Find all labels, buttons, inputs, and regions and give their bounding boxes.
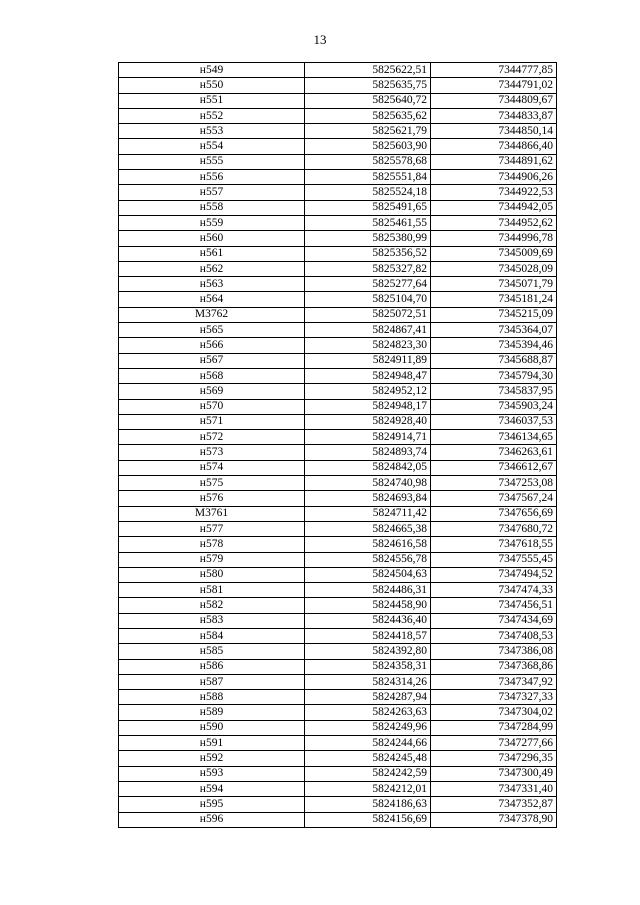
- y-coordinate-cell: 7346134,65: [431, 430, 557, 445]
- x-coordinate-cell: 5824418,57: [305, 628, 431, 643]
- x-coordinate-cell: 5824504,63: [305, 567, 431, 582]
- x-coordinate-cell: 5824556,78: [305, 552, 431, 567]
- table-row: [119, 797, 557, 812]
- x-coordinate-cell: 5824823,30: [305, 338, 431, 353]
- x-coordinate-cell: 5824893,74: [305, 445, 431, 460]
- point-id-cell: н576: [119, 491, 305, 506]
- y-coordinate-cell: 7344791,02: [431, 78, 557, 93]
- point-id-cell: н583: [119, 613, 305, 628]
- table-row: [119, 185, 557, 200]
- x-coordinate-cell: 5824740,98: [305, 476, 431, 491]
- y-coordinate-cell: 7347494,52: [431, 567, 557, 582]
- y-coordinate-cell: 7347368,86: [431, 659, 557, 674]
- table-row: [119, 139, 557, 154]
- x-coordinate-cell: 5824263,63: [305, 705, 431, 720]
- point-id-cell: н586: [119, 659, 305, 674]
- point-id-cell: н590: [119, 720, 305, 735]
- point-id-cell: н578: [119, 537, 305, 552]
- coordinates-table-body: [119, 63, 557, 828]
- y-coordinate-cell: 7344996,78: [431, 231, 557, 246]
- table-row: [119, 583, 557, 598]
- x-coordinate-cell: 5825622,51: [305, 63, 431, 78]
- table-row: [119, 705, 557, 720]
- point-id-cell: н554: [119, 139, 305, 154]
- coordinates-table: [118, 62, 557, 828]
- x-coordinate-cell: 5824665,38: [305, 521, 431, 536]
- x-coordinate-cell: 5824486,31: [305, 583, 431, 598]
- point-id-cell: н561: [119, 246, 305, 261]
- table-row: [119, 170, 557, 185]
- x-coordinate-cell: 5824392,80: [305, 644, 431, 659]
- x-coordinate-cell: 5824867,41: [305, 323, 431, 338]
- table-row: [119, 215, 557, 230]
- y-coordinate-cell: 7344809,67: [431, 93, 557, 108]
- y-coordinate-cell: 7344777,85: [431, 63, 557, 78]
- point-id-cell: н555: [119, 154, 305, 169]
- y-coordinate-cell: 7344850,14: [431, 124, 557, 139]
- table-row: [119, 200, 557, 215]
- y-coordinate-cell: 7345903,24: [431, 399, 557, 414]
- y-coordinate-cell: 7347408,53: [431, 628, 557, 643]
- y-coordinate-cell: 7347378,90: [431, 812, 557, 827]
- x-coordinate-cell: 5824711,42: [305, 506, 431, 521]
- table-row: [119, 338, 557, 353]
- point-id-cell: н588: [119, 690, 305, 705]
- y-coordinate-cell: 7346037,53: [431, 414, 557, 429]
- y-coordinate-cell: 7347680,72: [431, 521, 557, 536]
- point-id-cell: н563: [119, 277, 305, 292]
- table-row: [119, 506, 557, 521]
- x-coordinate-cell: 5824436,40: [305, 613, 431, 628]
- point-id-cell: н571: [119, 414, 305, 429]
- point-id-cell: М3762: [119, 307, 305, 322]
- y-coordinate-cell: 7346612,67: [431, 460, 557, 475]
- x-coordinate-cell: 5825635,75: [305, 78, 431, 93]
- x-coordinate-cell: 5825635,62: [305, 108, 431, 123]
- y-coordinate-cell: 7344942,05: [431, 200, 557, 215]
- table-row: [119, 93, 557, 108]
- y-coordinate-cell: 7345215,09: [431, 307, 557, 322]
- y-coordinate-cell: 7347386,08: [431, 644, 557, 659]
- x-coordinate-cell: 5824212,01: [305, 781, 431, 796]
- table-row: [119, 537, 557, 552]
- y-coordinate-cell: 7347456,51: [431, 598, 557, 613]
- point-id-cell: н567: [119, 353, 305, 368]
- x-coordinate-cell: 5825072,51: [305, 307, 431, 322]
- y-coordinate-cell: 7344866,40: [431, 139, 557, 154]
- table-row: [119, 261, 557, 276]
- x-coordinate-cell: 5825380,99: [305, 231, 431, 246]
- table-row: [119, 399, 557, 414]
- table-row: [119, 108, 557, 123]
- x-coordinate-cell: 5824616,58: [305, 537, 431, 552]
- point-id-cell: н552: [119, 108, 305, 123]
- point-id-cell: н549: [119, 63, 305, 78]
- point-id-cell: н591: [119, 736, 305, 751]
- x-coordinate-cell: 5825551,84: [305, 170, 431, 185]
- x-coordinate-cell: 5825491,65: [305, 200, 431, 215]
- table-row: [119, 460, 557, 475]
- point-id-cell: н577: [119, 521, 305, 536]
- x-coordinate-cell: 5824914,71: [305, 430, 431, 445]
- table-row: [119, 674, 557, 689]
- x-coordinate-cell: 5825327,82: [305, 261, 431, 276]
- x-coordinate-cell: 5825356,52: [305, 246, 431, 261]
- table-row: [119, 751, 557, 766]
- y-coordinate-cell: 7344906,26: [431, 170, 557, 185]
- x-coordinate-cell: 5824314,26: [305, 674, 431, 689]
- table-row: [119, 659, 557, 674]
- x-coordinate-cell: 5824242,59: [305, 766, 431, 781]
- table-row: [119, 736, 557, 751]
- point-id-cell: н582: [119, 598, 305, 613]
- x-coordinate-cell: 5824245,48: [305, 751, 431, 766]
- y-coordinate-cell: 7345028,09: [431, 261, 557, 276]
- table-row: [119, 521, 557, 536]
- table-row: [119, 552, 557, 567]
- y-coordinate-cell: 7345794,30: [431, 368, 557, 383]
- point-id-cell: н587: [119, 674, 305, 689]
- point-id-cell: н585: [119, 644, 305, 659]
- table-row: [119, 124, 557, 139]
- point-id-cell: н581: [119, 583, 305, 598]
- y-coordinate-cell: 7347656,69: [431, 506, 557, 521]
- y-coordinate-cell: 7345071,79: [431, 277, 557, 292]
- y-coordinate-cell: 7346263,61: [431, 445, 557, 460]
- x-coordinate-cell: 5825524,18: [305, 185, 431, 200]
- table-row: [119, 690, 557, 705]
- point-id-cell: н572: [119, 430, 305, 445]
- y-coordinate-cell: 7347347,92: [431, 674, 557, 689]
- y-coordinate-cell: 7345837,95: [431, 384, 557, 399]
- point-id-cell: н553: [119, 124, 305, 139]
- x-coordinate-cell: 5825640,72: [305, 93, 431, 108]
- table-row: [119, 154, 557, 169]
- point-id-cell: М3761: [119, 506, 305, 521]
- y-coordinate-cell: 7347331,40: [431, 781, 557, 796]
- x-coordinate-cell: 5824842,05: [305, 460, 431, 475]
- point-id-cell: н593: [119, 766, 305, 781]
- point-id-cell: н595: [119, 797, 305, 812]
- y-coordinate-cell: 7347555,45: [431, 552, 557, 567]
- point-id-cell: н575: [119, 476, 305, 491]
- table-row: [119, 63, 557, 78]
- table-row: [119, 766, 557, 781]
- table-row: [119, 613, 557, 628]
- table-row: [119, 292, 557, 307]
- table-row: [119, 476, 557, 491]
- y-coordinate-cell: 7347296,35: [431, 751, 557, 766]
- y-coordinate-cell: 7347618,55: [431, 537, 557, 552]
- y-coordinate-cell: 7345181,24: [431, 292, 557, 307]
- x-coordinate-cell: 5825461,55: [305, 215, 431, 230]
- table-row: [119, 720, 557, 735]
- table-row: [119, 628, 557, 643]
- table-row: [119, 414, 557, 429]
- y-coordinate-cell: 7347352,87: [431, 797, 557, 812]
- table-row: [119, 430, 557, 445]
- x-coordinate-cell: 5825578,68: [305, 154, 431, 169]
- x-coordinate-cell: 5824358,31: [305, 659, 431, 674]
- table-row: [119, 78, 557, 93]
- y-coordinate-cell: 7347253,08: [431, 476, 557, 491]
- table-row: [119, 353, 557, 368]
- point-id-cell: н566: [119, 338, 305, 353]
- point-id-cell: н557: [119, 185, 305, 200]
- x-coordinate-cell: 5824244,66: [305, 736, 431, 751]
- page-number: 13: [313, 32, 327, 47]
- y-coordinate-cell: 7345009,69: [431, 246, 557, 261]
- table-row: [119, 491, 557, 506]
- table-row: [119, 277, 557, 292]
- y-coordinate-cell: 7347304,02: [431, 705, 557, 720]
- point-id-cell: н562: [119, 261, 305, 276]
- x-coordinate-cell: 5825603,90: [305, 139, 431, 154]
- table-row: [119, 231, 557, 246]
- point-id-cell: н568: [119, 368, 305, 383]
- point-id-cell: н551: [119, 93, 305, 108]
- table-row: [119, 307, 557, 322]
- point-id-cell: н592: [119, 751, 305, 766]
- y-coordinate-cell: 7347300,49: [431, 766, 557, 781]
- point-id-cell: н596: [119, 812, 305, 827]
- y-coordinate-cell: 7344891,62: [431, 154, 557, 169]
- y-coordinate-cell: 7344833,87: [431, 108, 557, 123]
- x-coordinate-cell: 5824928,40: [305, 414, 431, 429]
- y-coordinate-cell: 7344922,53: [431, 185, 557, 200]
- x-coordinate-cell: 5825621,79: [305, 124, 431, 139]
- point-id-cell: н594: [119, 781, 305, 796]
- point-id-cell: н573: [119, 445, 305, 460]
- point-id-cell: н570: [119, 399, 305, 414]
- table-row: [119, 445, 557, 460]
- x-coordinate-cell: 5824948,17: [305, 399, 431, 414]
- table-row: [119, 246, 557, 261]
- point-id-cell: н565: [119, 323, 305, 338]
- y-coordinate-cell: 7345364,07: [431, 323, 557, 338]
- x-coordinate-cell: 5824287,94: [305, 690, 431, 705]
- point-id-cell: н560: [119, 231, 305, 246]
- point-id-cell: н584: [119, 628, 305, 643]
- point-id-cell: н580: [119, 567, 305, 582]
- x-coordinate-cell: 5824249,96: [305, 720, 431, 735]
- point-id-cell: н559: [119, 215, 305, 230]
- point-id-cell: н564: [119, 292, 305, 307]
- table-row: [119, 812, 557, 827]
- x-coordinate-cell: 5825104,70: [305, 292, 431, 307]
- table-row: [119, 598, 557, 613]
- point-id-cell: н574: [119, 460, 305, 475]
- x-coordinate-cell: 5824693,84: [305, 491, 431, 506]
- table-row: [119, 384, 557, 399]
- x-coordinate-cell: 5824952,12: [305, 384, 431, 399]
- y-coordinate-cell: 7347327,33: [431, 690, 557, 705]
- x-coordinate-cell: 5824948,47: [305, 368, 431, 383]
- point-id-cell: н550: [119, 78, 305, 93]
- y-coordinate-cell: 7347277,66: [431, 736, 557, 751]
- table-row: [119, 567, 557, 582]
- y-coordinate-cell: 7345394,46: [431, 338, 557, 353]
- point-id-cell: н556: [119, 170, 305, 185]
- point-id-cell: н579: [119, 552, 305, 567]
- table-row: [119, 644, 557, 659]
- table-row: [119, 368, 557, 383]
- y-coordinate-cell: 7347474,33: [431, 583, 557, 598]
- x-coordinate-cell: 5824156,69: [305, 812, 431, 827]
- x-coordinate-cell: 5825277,64: [305, 277, 431, 292]
- point-id-cell: н558: [119, 200, 305, 215]
- y-coordinate-cell: 7347284,99: [431, 720, 557, 735]
- y-coordinate-cell: 7344952,62: [431, 215, 557, 230]
- table-row: [119, 781, 557, 796]
- x-coordinate-cell: 5824911,89: [305, 353, 431, 368]
- y-coordinate-cell: 7345688,87: [431, 353, 557, 368]
- point-id-cell: н569: [119, 384, 305, 399]
- y-coordinate-cell: 7347434,69: [431, 613, 557, 628]
- table-row: [119, 323, 557, 338]
- point-id-cell: н589: [119, 705, 305, 720]
- x-coordinate-cell: 5824186,63: [305, 797, 431, 812]
- y-coordinate-cell: 7347567,24: [431, 491, 557, 506]
- x-coordinate-cell: 5824458,90: [305, 598, 431, 613]
